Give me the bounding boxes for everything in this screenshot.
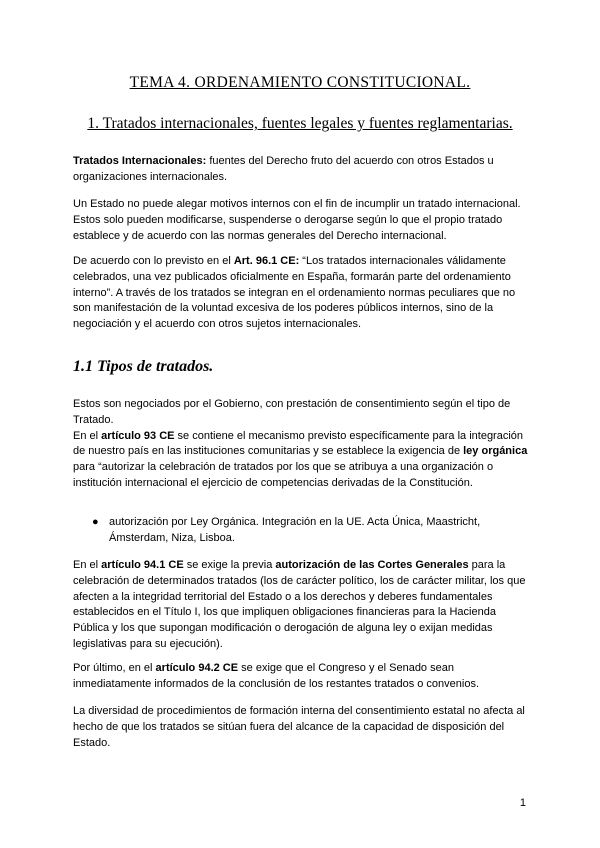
definition-text: fuentes del Derecho fruto del acuerdo con otros Estados u organizaciones internacionales.: [73, 155, 494, 183]
paragraph-tratados-definition: [73, 154, 529, 186]
text-fragment: Por último, en el: [73, 662, 156, 674]
text-fragment: se exige que el Congreso y el Senado sean inmediatamente informados de la conclusión de los restantes tratados o convenios.: [73, 662, 480, 690]
paragraph-estado-incumplir: Un Estado no puede alegar motivos internos con el fin de incumplir un tratado internacional. Estos solo pueden modificarse, suspenderse o derogarse según lo que el propio tratado establece y de acuerdo con las normas generales del Derecho internacional.: [73, 198, 521, 242]
paragraph-art-94-2: [73, 661, 529, 693]
ref-art-96-1: Art. 96.1 CE:: [233, 255, 300, 267]
text-fragment: En el: [73, 559, 102, 571]
term-autorizacion-cortes: autorización de las Cortes Generales: [275, 559, 469, 571]
document-title: TEMA 4. ORDENAMIENTO CONSTITUCIONAL.: [129, 74, 471, 91]
ref-art-94-1: artículo 94.1 CE: [101, 559, 184, 571]
term-ley-organica: ley orgánica: [463, 445, 528, 458]
ref-art-93: artículo 93 CE: [101, 429, 175, 442]
paragraph-diversidad: La diversidad de procedimientos de formación interna del consentimiento estatal no afecta al hecho de que los tratados se sitúan fuera del alcance de la capacidad de disposición del Estado.: [73, 705, 525, 749]
page-number: 1: [519, 797, 526, 809]
bullet-icon: ●: [92, 516, 99, 528]
text-fragment: “Los tratados internacionales válidamente celebrados, una vez publicados oficialmente en España, formarán parte del ordenamiento interno”. A través de los tratados se integran en el ordenamiento normas peculiares que no son manifestación de la voluntad excesiva de los poderes públicos internos, sino de la negociación y el acuerdo con otros sujetos internacionales.: [73, 255, 516, 331]
term-tratados-internacionales: Tratados Internacionales:: [73, 155, 207, 167]
text-fragment: se exige la previa: [183, 559, 276, 571]
text-fragment: En el: [73, 429, 102, 442]
paragraph-tipos-tratados: [73, 397, 529, 492]
section-1-heading: 1. Tratados internacionales, fuentes legales y fuentes reglamentarias.: [87, 115, 513, 132]
section-1-1-heading: 1.1 Tipos de tratados.: [73, 358, 214, 375]
text-fragment: De acuerdo con lo previsto en el: [73, 255, 234, 267]
bullet-text: autorización por Ley Orgánica. Integración en la UE. Acta Única, Maastricht, Ámsterdam, Niza, Lisboa.: [109, 516, 481, 544]
ref-art-94-2: artículo 94.2 CE: [155, 662, 239, 674]
text-negociados: Estos son negociados por el Gobierno, con prestación de consentimiento según el tipo de Tratado.: [73, 398, 511, 426]
text-fragment: se contiene el mecanismo previsto específicamente para la integración de nuestro país en las instituciones comunitarias y se establece la exigencia de: [73, 429, 524, 458]
paragraph-art-96: [73, 254, 529, 333]
paragraph-art-94-1: [73, 558, 529, 653]
text-fragment: para “autorizar la celebración de tratados por los que se atribuya a una organización o institución internacional el ejercicio de competencias derivadas de la Constitución.: [73, 461, 494, 489]
text-fragment: para la celebración de determinados tratados (los de carácter político, los de carácter militar, los que afecten a la integridad territorial del Estado o a los derechos y deberes fundamentales establecidos en el Título I, los que impliquen obligaciones financieras para la Hacienda Pública y los que supongan modificación o derogación de alguna ley o exijan medidas legislativas para su ejecución).: [73, 559, 526, 650]
